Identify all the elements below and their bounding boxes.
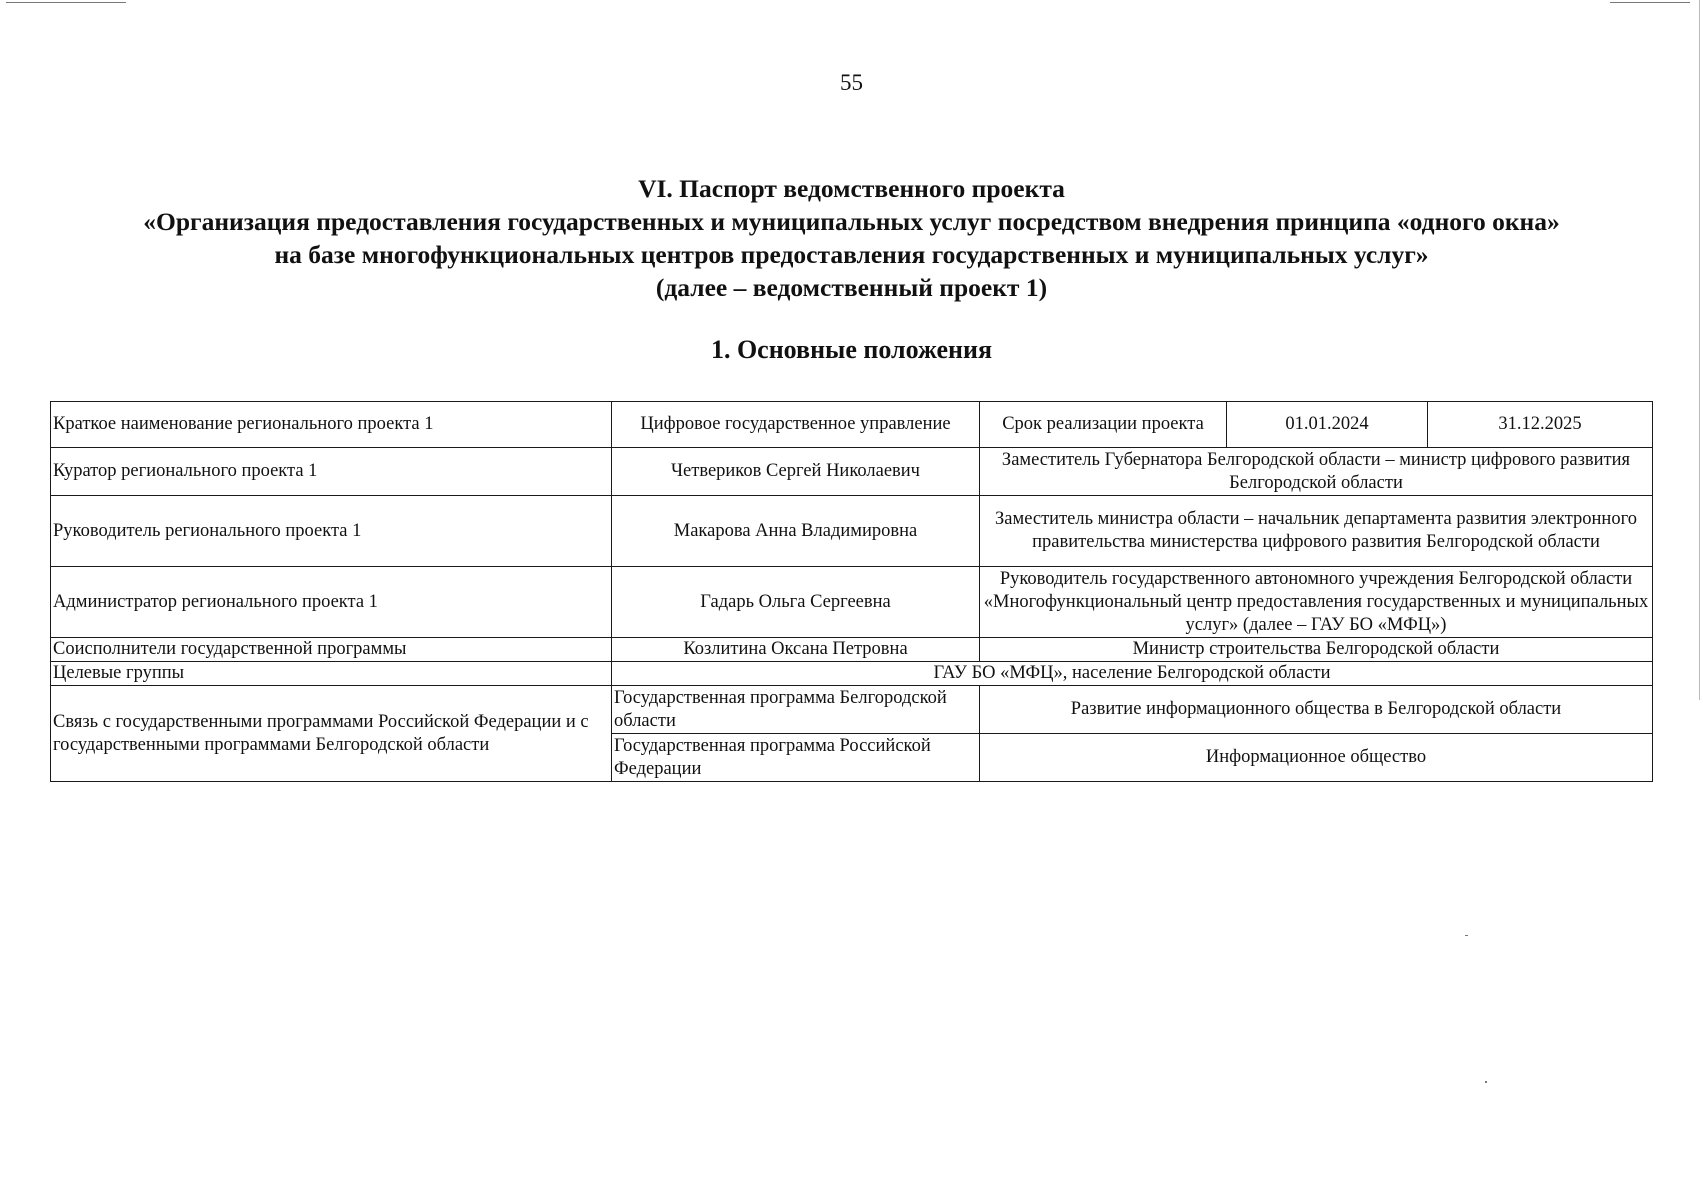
heading-line-3: на базе многофункциональных центров предоставления государственных и муниципальных услуг»	[274, 240, 1429, 269]
term-label: Срок реализации проекта	[980, 402, 1227, 448]
scan-mark-top-left	[6, 2, 126, 3]
co-executors-label: Соисполнители государственной программы	[51, 638, 612, 662]
section-title: 1. Основные положения	[710, 335, 993, 364]
term-start-date: 01.01.2024	[1227, 402, 1428, 448]
federal-program-label: Государственная программа Российской Федерации	[612, 734, 980, 782]
regional-program-value: Развитие информационного общества в Белгородской области	[980, 686, 1653, 734]
table-row-administrator	[51, 567, 1653, 638]
scan-dot-2	[1485, 1081, 1487, 1083]
target-groups-label: Целевые группы	[51, 662, 612, 686]
curator-name: Четвериков Сергей Николаевич	[612, 448, 980, 496]
curator-position: Заместитель Губернатора Белгородской области – министр цифрового развития Белгородской области	[980, 448, 1653, 496]
curator-label: Куратор регионального проекта 1	[51, 448, 612, 496]
administrator-label: Администратор регионального проекта 1	[51, 567, 612, 638]
scan-dot-1	[1465, 935, 1468, 936]
administrator-name: Гадарь Ольга Сергеевна	[612, 567, 980, 638]
heading-line-1: VI. Паспорт ведомственного проекта	[638, 174, 1065, 203]
co-executors-name: Козлитина Оксана Петровна	[612, 638, 980, 662]
term-end-date: 31.12.2025	[1428, 402, 1653, 448]
short-name-value: Цифровое государственное управление	[612, 402, 980, 448]
heading-line-4: (далее – ведомственный проект 1)	[655, 273, 1048, 302]
scan-mark-top-right	[1610, 2, 1690, 3]
regional-program-label: Государственная программа Белгородской области	[612, 686, 980, 734]
head-position: Заместитель министра области – начальник департамента развития электронного правительства министерства цифрового развития Белгородской области	[980, 496, 1653, 567]
short-name-label: Краткое наименование регионального проекта 1	[51, 402, 612, 448]
administrator-position: Руководитель государственного автономного учреждения Белгородской области «Многофункциональный центр предоставления государственных и муниципальных услуг» (далее – ГАУ БО «МФЦ»)	[980, 567, 1653, 638]
table-row-short-name	[51, 402, 1653, 448]
co-executors-position: Министр строительства Белгородской области	[980, 638, 1653, 662]
project-passport-table	[50, 401, 1653, 782]
target-groups-value: ГАУ БО «МФЦ», население Белгородской области	[612, 662, 1653, 686]
document-heading	[20, 172, 1683, 304]
federal-program-value: Информационное общество	[980, 734, 1653, 782]
links-label: Связь с государственными программами Российской Федерации и с государственными программами Белгородской области	[51, 686, 612, 782]
heading-line-2: «Организация предоставления государственных и муниципальных услуг посредством внедрения принципа «одного окна»	[143, 207, 1560, 236]
table-row-links-regional	[51, 686, 1653, 734]
head-name: Макарова Анна Владимировна	[612, 496, 980, 567]
table-row-co-executors	[51, 638, 1653, 662]
table-row-target-groups	[51, 662, 1653, 686]
page-number: 55	[840, 70, 863, 95]
table-row-head	[51, 496, 1653, 567]
head-label: Руководитель регионального проекта 1	[51, 496, 612, 567]
table-row-curator	[51, 448, 1653, 496]
